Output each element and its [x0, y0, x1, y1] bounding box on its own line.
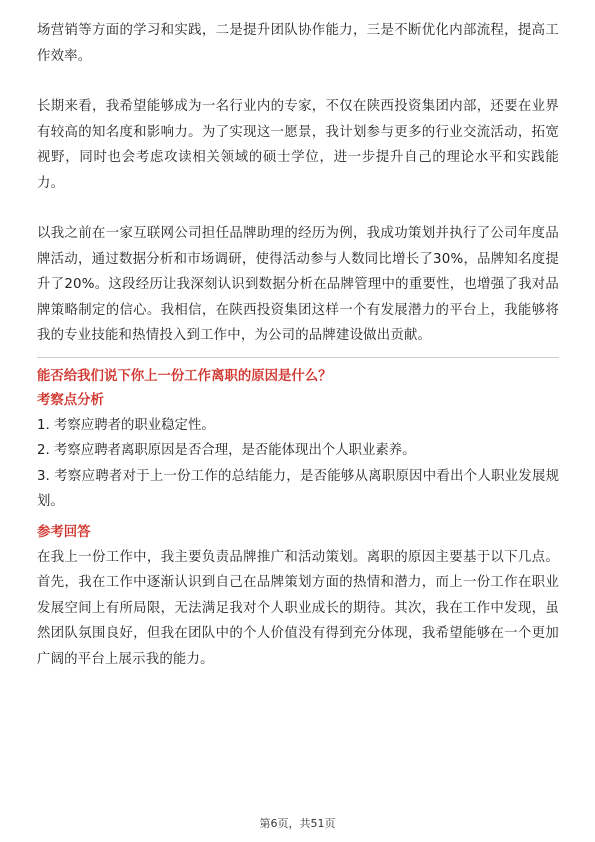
reference-answer-title: 参考回答	[37, 524, 91, 540]
paragraph-spacer	[37, 196, 559, 221]
document-page	[37, 18, 559, 672]
paragraph-spacer	[37, 69, 559, 94]
paragraph-experience-example: 以我之前在一家互联网公司担任品牌助理的经历为例，我成功策划并执行了公司年度品牌活动，通过数据分析和市场调研，使得活动参与人数同比增长了30%，品牌知名度提升了20%。这段经历让我深刻认识到数据分析在品牌管理中的重要性，也增强了我对品牌策略制定的信心。我相信，在陕西投资集团这样一个有发展潜力的平台上，我能够将我的专业技能和热情投入到工作中，为公司的品牌建设做出贡献。	[37, 226, 559, 343]
interview-question: 能否给我们说下你上一份工作离职的原因是什么？	[37, 368, 332, 384]
analysis-item: 3. 考察应聘者对于上一份工作的总结能力，是否能够从离职原因中看出个人职业发展规划。	[37, 468, 559, 509]
analysis-item: 2. 考察应聘者离职原因是否合理，是否能体现出个人职业素养。	[37, 443, 416, 458]
paragraph-long-term-goal: 长期来看，我希望能够成为一名行业内的专家，不仅在陕西投资集团内部，还要在业界有较高的知名度和影响力。为了实现这一愿景，我计划参与更多的行业交流活动，拓宽视野，同时也会考虑攻读相关领域的硕士学位，进一步提升自己的理论水平和实践能力。	[37, 99, 559, 191]
section-divider	[37, 357, 559, 358]
reference-answer-text: 在我上一份工作中，我主要负责品牌推广和活动策划。离职的原因主要基于以下几点。首先，我在工作中逐渐认识到自己在品牌策划方面的热情和潜力，而上一份工作在职业发展空间上有所局限，无法满足我对个人职业成长的期待。其次，我在工作中发现，虽然团队氛围良好，但我在团队中的个人价值没有得到充分体现，我希望能够在一个更加广阔的平台上展示我的能力。	[37, 549, 559, 667]
analysis-item: 1. 考察应聘者的职业稳定性。	[37, 417, 215, 433]
page-number: 第6页，共51页	[259, 817, 336, 830]
analysis-title: 考察点分析	[37, 392, 104, 408]
paragraph-career-plan-end: 场营销等方面的学习和实践，二是提升团队协作能力，三是不断优化内部流程，提高工作效率。	[37, 23, 559, 64]
